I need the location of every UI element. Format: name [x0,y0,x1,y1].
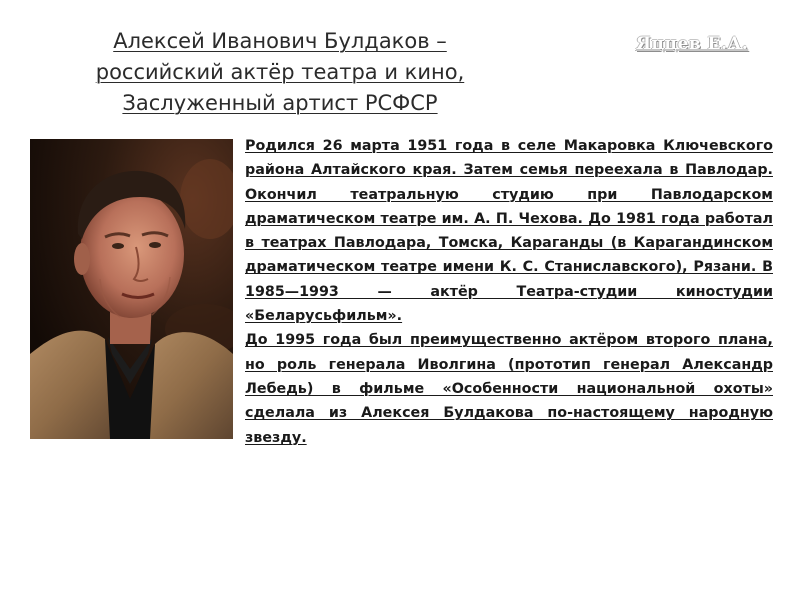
biography-paragraph-2: До 1995 года был преимущественно актёром второго плана, но роль генерала Иволгина (прототип генерал Александр Лебедь) в фильме «Особенности национальной охоты» сделала из Алексея Булдакова по-настоящему народную звезду. [245,332,773,446]
biography-text [245,134,773,450]
title-line-1: Алексей Иванович Булдаков – [113,29,447,53]
title-line-3: Заслуженный артист РСФСР [122,91,438,115]
author-watermark: Яццев Е.А. [636,34,749,54]
actor-portrait-photo [30,139,233,439]
biography-paragraph-1: Родился 26 марта 1951 года в селе Макаровка Ключевского района Алтайского края. Затем семья переехала в Павлодар. Окончил театральную студию при Павлодарском драматическом театре им. А. П. Чехова. До 1981 года работал в театрах Павлодара, Томска, Караганды (в Карагандинском драматическом театре имени К. С. Станиславского), Рязани. В 1985—1993 — актёр Театра-студии киностудии «Беларусьфильм». [245,138,773,325]
title-line-2: российский актёр театра и кино, [95,60,465,84]
slide-title [60,26,500,119]
